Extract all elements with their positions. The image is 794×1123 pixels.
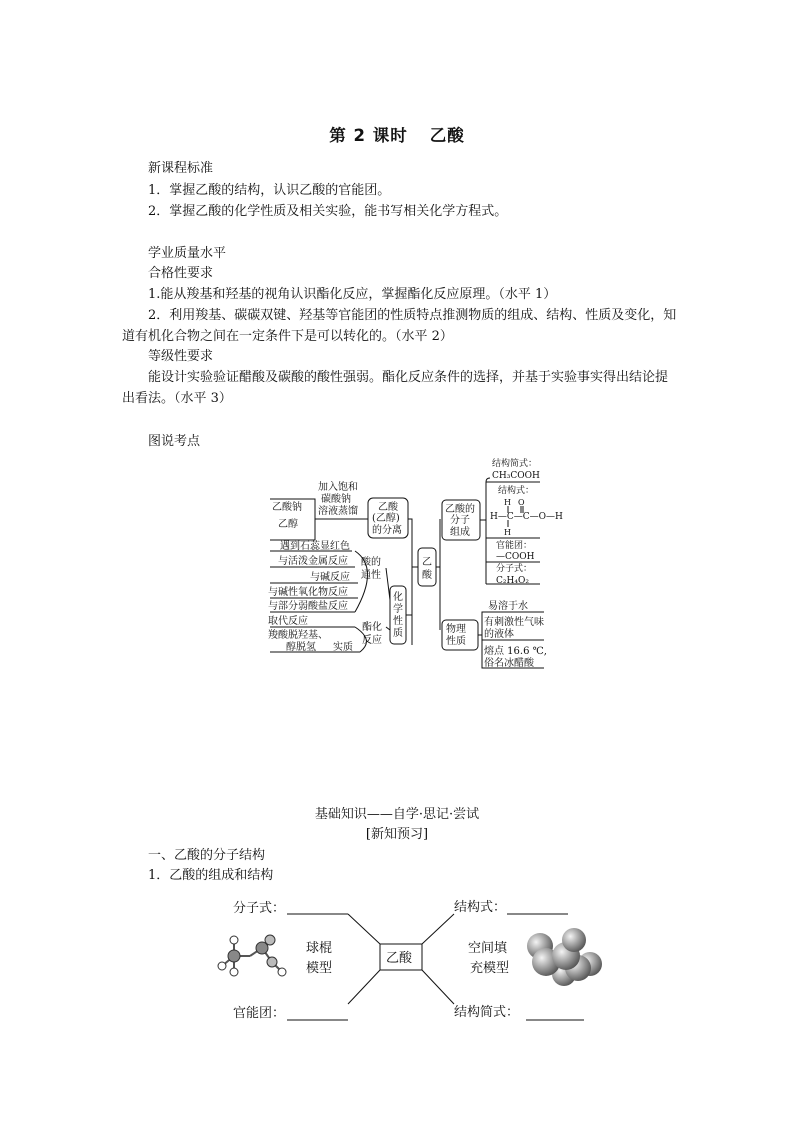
acid-property: 与碱性氧化物反应 [268, 587, 348, 598]
acid-property: 与碱反应 [310, 572, 350, 583]
map-heading: 图说考点 [148, 434, 201, 449]
hydrogen-atom [218, 962, 226, 970]
quality-heading: 学业质量水平 [148, 246, 227, 261]
center-char: 乙 [422, 557, 432, 568]
standards-heading: 新课程标准 [148, 161, 214, 176]
separation-reagent: 碳酸钠 [321, 494, 351, 505]
simple-formula-blank-label: 结构简式： [454, 1005, 520, 1020]
standard-item: 2．掌握乙酸的化学性质及相关实验，能书写相关化学方程式。 [148, 204, 508, 219]
structural-formula-atoms: H—C—C—O—H [490, 512, 563, 522]
acid-property: 与活泼金属反应 [278, 556, 348, 567]
standard-item: 1．掌握乙酸的结构，认识乙酸的官能团。 [148, 183, 391, 198]
qualified-item: 2．利用羧基、碳碳双键、羟基等官能团的性质特点推测物质的组成、结构、性质及变化，知道有机化合物之间在一定条件下是可以转化的。（水平 2） [122, 308, 677, 344]
ester-label: 酯化 [362, 622, 382, 633]
oxygen-atom [267, 957, 277, 967]
acid-general-label: 通性 [361, 570, 381, 581]
functional-group-blank-label: 官能团： [233, 1006, 286, 1021]
ester-item: 实质 [333, 642, 353, 653]
separation-product: 乙酸钠 [272, 502, 302, 513]
struct-box-label: 乙酸的 [445, 504, 475, 515]
ester-label: 反应 [362, 635, 382, 646]
structural-formula-atoms: H [504, 528, 511, 537]
acetic-acid-center: 乙酸 [386, 951, 413, 966]
separation-reagent: 溶液蒸馏 [318, 506, 358, 517]
molecular-formula-value: C₂H₄O₂ [496, 576, 529, 586]
section-heading: 一、乙酸的分子结构 [148, 848, 266, 863]
separation-reagent: 加入饱和 [318, 482, 358, 493]
structural-formula-atoms: H [504, 498, 511, 507]
advanced-heading: 等级性要求 [148, 349, 214, 364]
qualified-item: 1.能从羧基和羟基的视角认识酯化反应，掌握酯化反应原理。（水平 1） [148, 287, 557, 302]
structural-formula-blank-label: 结构式： [454, 900, 507, 915]
separation-box-label: 乙酸 [378, 502, 398, 513]
space-fill-label: 充模型 [470, 961, 510, 976]
simple-formula-value: CH₃COOH [492, 471, 540, 481]
advanced-text: 能设计实验验证醋酸及碳酸的酸性强弱。酯化反应条件的选择，并基于实验事实得出结论提出看法。（水平 3） [122, 370, 669, 406]
separation-box-label: 的分离 [372, 525, 402, 536]
qualified-heading: 合格性要求 [148, 266, 214, 281]
struct-box-label: 分子 [450, 515, 470, 526]
phys-item: 熔点 16.6 ℃, [484, 646, 547, 657]
functional-group-label: 官能团： [496, 541, 533, 551]
acid-property: 与部分弱酸盐反应 [268, 601, 348, 612]
separation-box-label: (乙醇) [372, 513, 400, 524]
chem-box-char: 质 [393, 628, 403, 639]
struct-box-label: 组成 [450, 527, 470, 538]
oxygen-atom [265, 935, 275, 945]
center-char: 酸 [422, 570, 432, 581]
space-filling-model [527, 928, 602, 986]
separation-product: 乙醇 [278, 519, 298, 530]
space-fill-label: 空间填 [468, 941, 508, 956]
basics-subheading: [新知预习] [365, 827, 429, 842]
hydrogen-atom [278, 968, 286, 976]
chem-box-char: 学 [393, 604, 403, 615]
ball-stick-label: 模型 [306, 961, 333, 976]
molecular-formula-label: 分子式： [496, 564, 533, 574]
phys-item: 的液体 [484, 629, 514, 640]
functional-group-value: —COOH [496, 552, 535, 562]
ball-stick-label: 球棍 [306, 941, 333, 956]
basics-heading: 基础知识——自学·思记·尝试 [314, 807, 480, 822]
acid-property: 遇到石蕊显红色 [280, 541, 350, 552]
ester-item: 取代反应 [268, 616, 308, 627]
ester-item: 羧酸脱羟基、 [268, 630, 328, 641]
phys-box-label: 性质 [446, 636, 466, 647]
simple-formula-label: 结构简式： [492, 459, 538, 469]
ester-item: 醇脱氢 [286, 642, 316, 653]
lesson-topic: 乙酸 [429, 126, 465, 145]
hydrogen-atom [230, 936, 238, 944]
molecular-formula-blank-label: 分子式： [233, 901, 286, 916]
hydrogen-atom [230, 968, 238, 976]
subsection-heading: 1．乙酸的组成和结构 [148, 868, 274, 883]
phys-item: 俗名冰醋酸 [484, 658, 534, 669]
structural-formula-label: 结构式： [498, 486, 535, 496]
acid-general-label: 酸的 [361, 557, 381, 568]
phys-box-label: 物理 [446, 624, 466, 635]
phys-item: 易溶于水 [488, 601, 528, 612]
structural-formula-atoms: O [518, 498, 525, 507]
chem-box-char: 性 [393, 616, 403, 627]
carbon-atom [228, 950, 240, 962]
phys-item: 有刺激性气味 [484, 617, 544, 628]
chem-box-char: 化 [393, 592, 403, 603]
lesson-number: 第 2 课时 [329, 126, 408, 145]
